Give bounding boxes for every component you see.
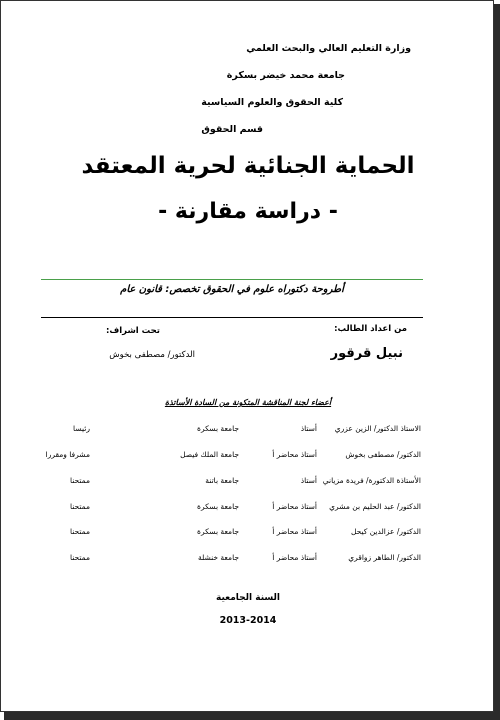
committee-title: أعضاء لجنة المناقشة المتكونة من السادة الأساتذة [164, 398, 332, 407]
thesis-title: الحماية الجنائية لحرية المعتقد [81, 153, 415, 179]
student-label: من اعداد الطالب: [334, 324, 407, 334]
member-rank: أستاذ [300, 424, 317, 433]
academic-year-label: السنة الجامعية [215, 593, 280, 603]
thesis-title-sub: - دراسة مقارنة - [158, 199, 338, 224]
member-institution: جامعة الملك فيصل [180, 450, 239, 459]
member-rank: أستاذ [300, 476, 317, 485]
thesis-degree-subtitle: أطروحة دكتوراه علوم في الحقوق تخصص: قانون عام [120, 284, 344, 295]
member-name: الأستاذة الدكتورة/ فريدة مزياني [322, 476, 421, 485]
committee-table [1, 1, 495, 713]
member-institution: جامعة بسكرة [197, 527, 239, 536]
member-name: الدكتور/ عبد الحليم بن مشري [329, 502, 421, 511]
member-institution: جامعة باتنة [205, 476, 239, 485]
member-rank: أستاذ محاضر أ [272, 450, 317, 459]
member-rank: أستاذ محاضر أ [272, 527, 317, 536]
student-name: نبيل قرقور [330, 346, 403, 361]
member-institution: جامعة بسكرة [197, 502, 239, 511]
faculty-name: كلية الحقوق والعلوم السياسية [201, 97, 343, 108]
supervisor-name: الدكتور/ مصطفى بخوش [109, 350, 195, 360]
supervisor-label: تحت اشراف: [105, 326, 160, 336]
academic-year: 2013-2014 [219, 615, 277, 626]
member-institution: جامعة خنشلة [197, 553, 239, 562]
page-shadow-bottom [4, 712, 500, 720]
member-role: ممتحنا [69, 553, 90, 562]
member-name: الدكتور/ مصطفى بخوش [345, 450, 421, 459]
member-name: الدكتور/ الطاهر زواقري [348, 553, 421, 562]
member-role: رئيسا [73, 424, 90, 433]
ministry-name: وزارة التعليم العالي والبحث العلمي [246, 43, 411, 54]
page-shadow-right [494, 4, 500, 720]
member-name: الاستاذ الدكتور/ الزين عزري [334, 424, 421, 433]
member-role: ممتحنا [69, 527, 90, 536]
member-name: الدكتور/ عزالدين كيحل [350, 527, 421, 536]
member-role: مشرفا ومقررا [45, 450, 90, 459]
member-role: ممتحنا [69, 476, 90, 485]
member-institution: جامعة بسكرة [197, 424, 239, 433]
department-name: قسم الحقوق [201, 124, 263, 135]
member-rank: أستاذ محاضر أ [272, 502, 317, 511]
university-name: جامعة محمد خيضر بسكرة [226, 70, 345, 81]
member-rank: أستاذ محاضر أ [272, 553, 317, 562]
member-role: ممتحنا [69, 502, 90, 511]
